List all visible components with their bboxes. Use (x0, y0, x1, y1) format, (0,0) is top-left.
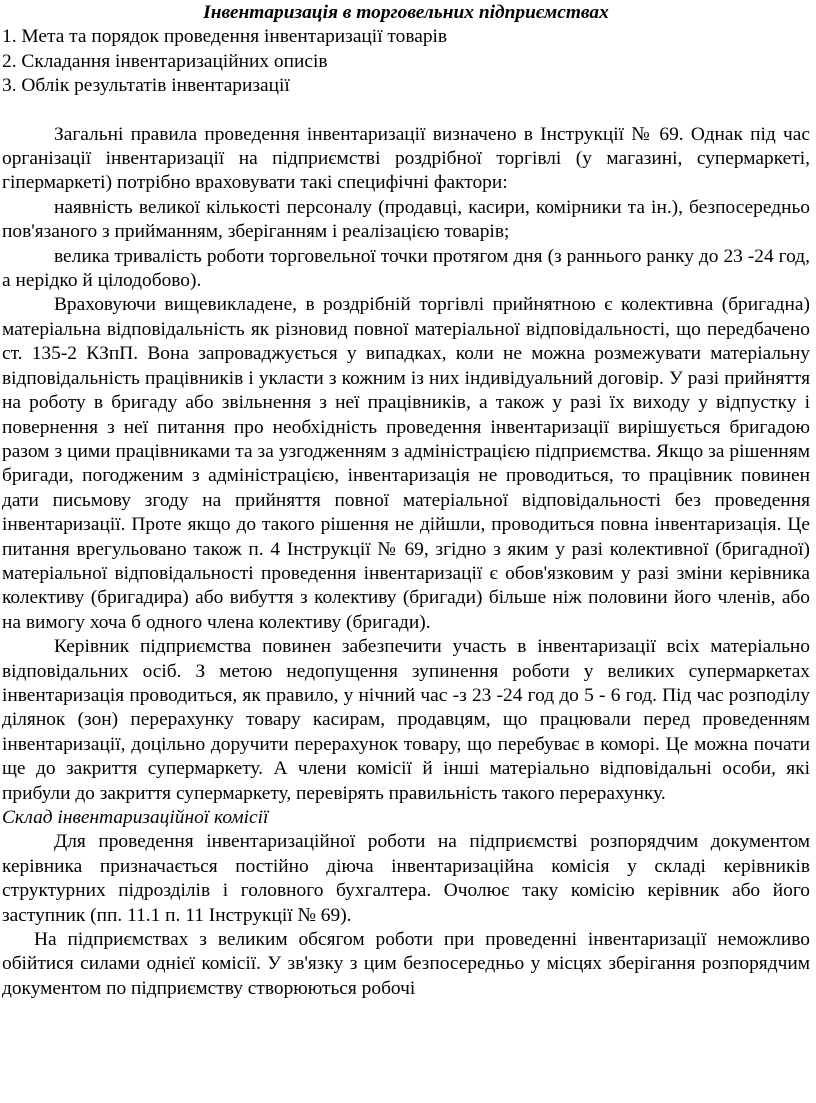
paragraph-factor-hours: велика тривалість роботи торговельної точки протягом дня (з раннього ранку до 23 -24 год, а нерідко й цілодобово). (2, 245, 810, 292)
table-of-contents (2, 25, 810, 98)
document-title: Інвентаризація в торговельних підприємствах (203, 2, 609, 23)
paragraph-collective-liability: Враховуючи вищевикладене, в роздрібній торгівлі прийнятною є колективна (бригадна) матеріальна відповідальність як різновид повної матеріальної відповідальності, що передбачено ст. 135-2 КЗпП. Вона запроваджується у випадках, коли не можна розмежувати матеріальну відповідальність працівників і укласти з кожним із них індивідуальний договір. У разі прийняття на роботу в бригаду або звільнення з неї працівників, а також у разі їх виходу у відпустку і повернення з неї питання про необхідність проведення інвентаризації вирішується бригадою разом з цими працівниками та за узгодженням з адміністрацією підприємства. Якщо за рішенням бригади, погодженим з адміністрацією, інвентаризація не проводиться, то працівник повинен дати письмову згоду на прийняття повної матеріальної відповідальності без проведення інвентаризації. Проте якщо до такого рішення не дійшли, проводиться повна інвентаризація. Це питання врегульовано також п. 4 Інструкції № 69, згідно з яким у разі колективної (бригадної) матеріальної відповідальності проведення інвентаризації є обов'язковим у разі зміни керівника колективу (бригадира) або вибуття з колективу (бригади) більше ніж половини його членів, або на вимогу хоча б одного члена колективу (бригади). (2, 294, 810, 633)
paragraph-working-commissions: На підприємствах з великим обсягом роботи при проведенні інвентаризації неможливо обійтися силами однієї комісії. У зв'язку з цим безпосередньо у місцях зберігання розпорядчим документом по підприємству створюються робочі (2, 929, 810, 999)
paragraph-manager-duties: Керівник підприємства повинен забезпечити участь в інвентаризації всіх матеріально відповідальних осіб. З метою недопущення зупинення роботи у великих супермаркетах інвентаризація проводиться, як правило, у нічний час -з 23 -24 год до 5 - 6 год. Під час розподілу ділянок (зон) перерахунку товару касирам, продавцям, що працювали перед проведенням інвентаризації, доцільно доручити перерахунок товару, що перебуває в коморі. Це можна почати ще до закриття супермаркету. А члени комісії й інші матеріально відповідальні особи, які прибули до закриття супермаркету, перевірять правильність такого перерахунку. (2, 636, 810, 804)
paragraph-factor-staff: наявність великої кількості персоналу (продавці, касири, комірники та ін.), безпосередньо пов'язаного з прийманням, зберіганням і реалізацією товарів; (2, 196, 810, 243)
spacer (2, 99, 810, 123)
toc-item: 2. Складання інвентаризаційних описів (2, 50, 328, 72)
paragraph-general-rules: Загальні правила проведення інвентаризації визначено в Інструкції № 69. Однак під час організації інвентаризації на підприємстві роздрібної торгівлі (у магазині, супермаркеті, гіпермаркеті) потрібно враховувати такі специфічні фактори: (2, 123, 810, 194)
paragraph-commission: Для проведення інвентаризаційної роботи на підприємстві розпорядчим документом керівника призначається постійно діюча інвентаризаційна комісія у складі керівників структурних підрозділів і головного бухгалтера. Очолює таку комісію керівник або його заступник (пп. 11.1 п. 11 Інструкції № 69). (2, 831, 810, 926)
toc-item: 3. Облік результатів інвентаризації (2, 75, 290, 97)
section-subheading: Склад інвентаризаційної комісії (2, 807, 269, 828)
toc-item: 1. Мета та порядок проведення інвентаризації товарів (2, 26, 448, 48)
